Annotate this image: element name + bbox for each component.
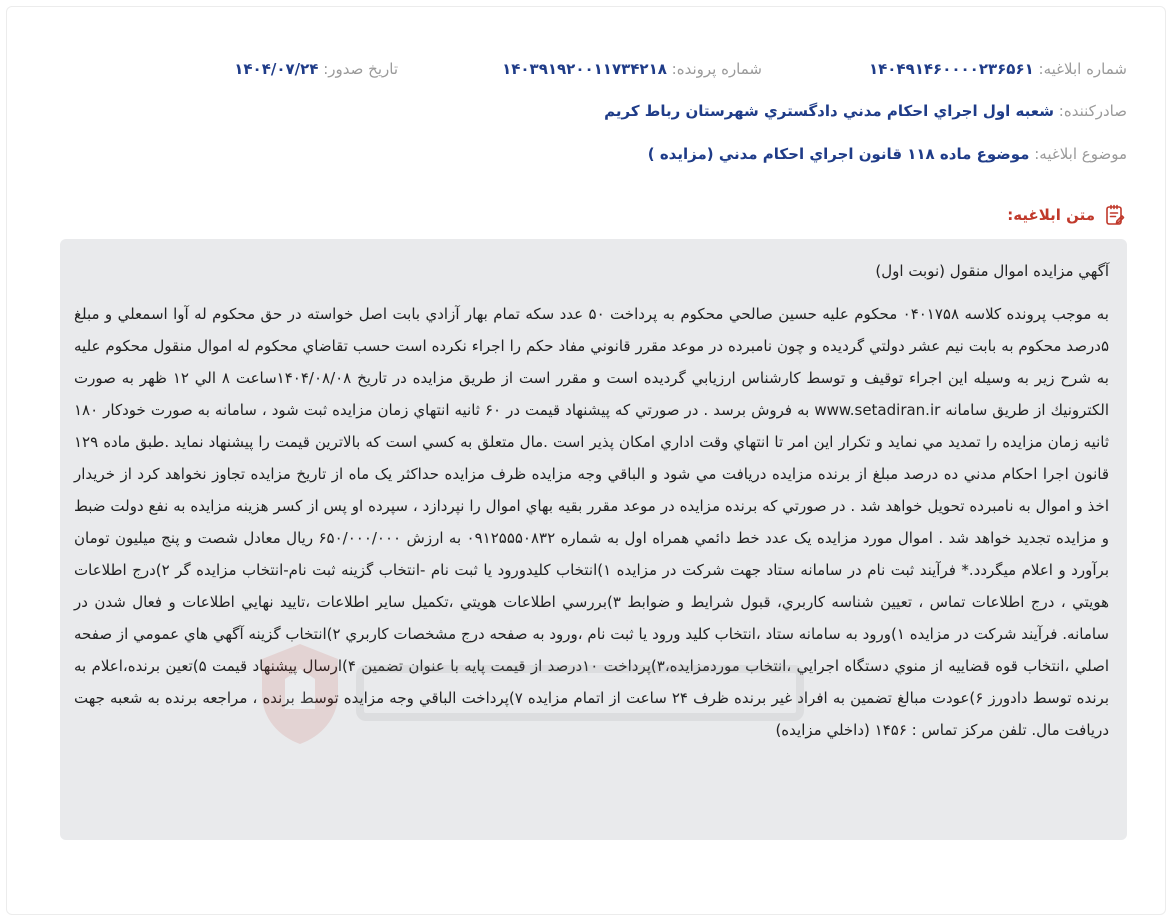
issue-date-label: تاريخ صدور:: [323, 60, 398, 78]
subject-value: موضوع ماده ۱۱۸ قانون اجراي احكام مدني (مزايده ): [647, 145, 1030, 163]
notice-title: آگهي مزايده اموال منقول (نوبت اول): [875, 262, 1109, 280]
notice-number-label: شماره ابلاغيه:: [1038, 60, 1127, 78]
issue-date: [234, 56, 398, 82]
subject-label: موضوع ابلاغيه:: [1034, 145, 1127, 163]
case-number-label: شماره پرونده:: [671, 60, 762, 78]
subject: [648, 141, 1127, 167]
issuer-label: صادرکننده:: [1058, 102, 1127, 120]
meta-row-subject: [40, 141, 1127, 167]
notice-body: به موجب پرونده كلاسه ۰۴۰۱۷۵۸ محكوم عليه حسين صالحي محكوم به پرداخت ۵۰ عدد سكه تمام بهار آزادي بابت اصل خواسته در حق محكوم له آوا اسمعلي و مبلغ ۵درصد محكوم به بابت نيم عشر دولتي گرديده و چون نامبرده در موعد مقرر قانوني مفاد حكم را اجراء نكرده است حسب تقاضاي محكوم له اموال منقول محكوم عليه به شرح زير به وسيله اين اجراء توقيف و توسط كارشناس ارزيابي گرديده است و مقرر است از طريق مزايده در تاريخ ۱۴۰۴/۰۸/۰۸ساعت ۸ الي ۱۲ ظهر به صورت الكترونيك از طريق سامانه www.setadiran.ir به فروش برسد . در صورتي كه پيشنهاد قيمت در ۶۰ ثانيه انتهاي زمان مزايده ثبت شود ، سامانه به صورت خودكار ۱۸۰ ثانيه زمان مزايده را تمديد مي نمايد و تكرار اين امر تا انتهاي وقت اداري امكان پذير است .مال متعلق به كسي است كه بالاترين قيمت را پيشنهاد نمايد .طبق ماده ۱۲۹ قانون اجرا احكام مدني ده درصد مبلغ از برنده مزايده دريافت مي شود و الباقي وجه مزايده ظرف مزايده حداكثر يک ماه از تاريخ مزايده تجاوز نخواهد كرد از خريدار اخذ و اموال به نامبرده تحويل خواهد شد . در صورتي كه برنده مزايده در موعد مقرر بقيه بهاي اموال را نپردازد ، سپرده او پس از كسر هزينه مزايده به نفع دولت ضبط و مزايده تجديد خواهد شد . اموال مورد مزايده يک عدد خط دائمي همراه اول به شماره ۰۹۱۲۵۵۵۰۸۳۲ به ارزش ۶۵۰/۰۰۰/۰۰۰ ريال معادل شصت و پنج ميليون تومان برآورد و اعلام ميگردد.* فرآيند ثبت نام در سامانه ستاد جهت شركت در مزايده ۱)انتخاب كليدورود يا ثبت نام -انتخاب گزينه ثبت نام-انتخاب مزايده گر ۲)درج اطلاعات هويتي ، درج اطلاعات تماس ، تعيين شناسه كاربري، قبول شرايط و ضوابط ۳)بررسي اطلاعات هويتي ،تكميل ساير اطلاعات ،تاييد نهايي اطلاعات و فعال شدن در سامانه. فرآيند شركت در مزايده ۱)ورود به سامانه ستاد ،انتخاب كليد ورود يا ثبت نام ،ورود به صفحه درج مشخصات كاربري ۲)انتخاب گزينه آگهي هاي عمومي از صفحه اصلي ،انتخاب قوه قضاييه از منوي دستگاه اجرايي ،انتخاب موردمزايده،۳)پرداخت ۱۰درصد از قيمت پايه با عنوان تضمين ۴)ارسال پيشنهاد قيمت ۵)تعين برنده،اعلام به برنده توسط دادورز ۶)عودت مبالغ تضمين به افراد غير برنده ظرف ۲۴ ساعت از اتمام مزايده ۷)پرداخت الباقي وجه مزايده توسط برنده ، مراجعه برنده به شعبه جهت دريافت مال. تلفن مركز تماس : ۱۴۵۶ (داخلي مزايده): [74, 305, 1110, 739]
notice-number: [869, 56, 1127, 82]
meta-row-issuer: [40, 98, 1127, 124]
notice-text-heading-label: متن ابلاغيه:: [1007, 206, 1095, 224]
issuer-value: شعبه اول اجراي احكام مدني دادگستري شهرستان رباط كريم: [604, 102, 1054, 120]
notice-text-heading: [1007, 202, 1127, 228]
notice-number-value: ۱۴۰۴۹۱۴۶۰۰۰۰۲۳۶۵۶۱: [868, 60, 1034, 78]
meta-row-numbers: [40, 56, 1127, 82]
notice-text-box: [60, 239, 1127, 840]
document-icon: [1103, 203, 1127, 227]
case-number: [502, 56, 762, 82]
issuer: [604, 98, 1127, 124]
issue-date-value: ۱۴۰۴/۰۷/۲۴: [234, 60, 319, 78]
case-number-value: ۱۴۰۳۹۱۹۲۰۰۱۱۷۳۴۲۱۸: [502, 60, 667, 78]
